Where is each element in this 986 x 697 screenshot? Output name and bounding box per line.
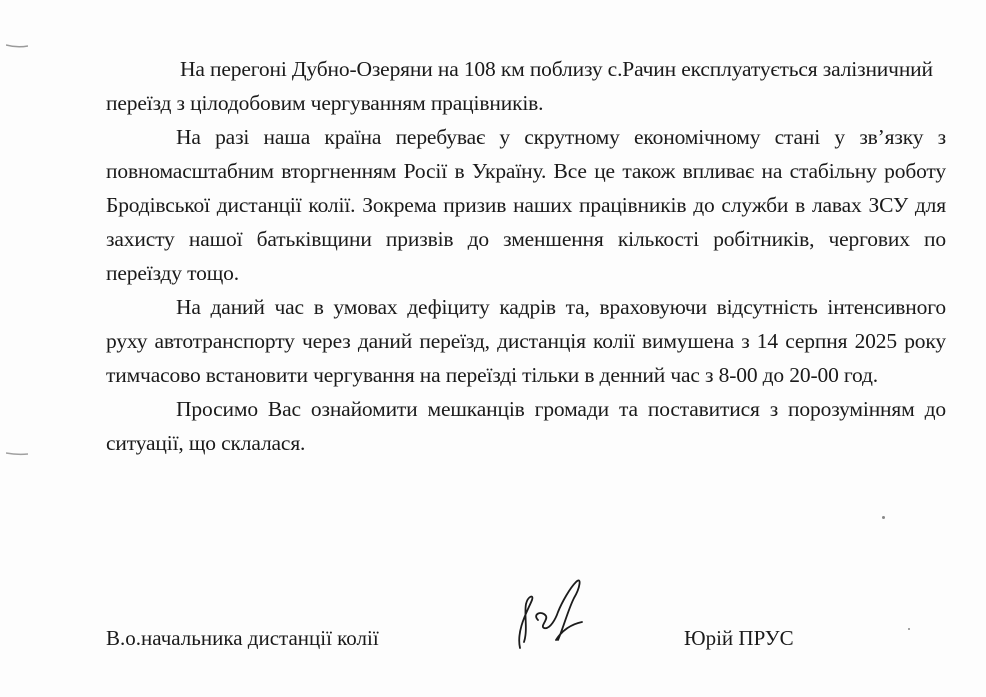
scan-speck bbox=[882, 516, 885, 519]
margin-fold-mark bbox=[6, 44, 28, 48]
paragraph-schedule-change: На даний час в умовах дефіциту кадрів та, враховуючи відсутність інтенсивного руху автотранспорту через даний переїзд, дистанція колії вимушена з 14 серпня 2025 року тимчасово встановити чергування на переїзді тільки в денний час з 8-00 до 20-00 год. bbox=[106, 295, 946, 387]
signature-block bbox=[106, 620, 846, 670]
paragraph-situation: На разі наша країна перебуває у скрутному економічному стані у зв’язку з повномасштабним вторгненням Росії в Україну. Все це також впливає на стабільну роботу Бродівської дистанції колії. Зокрема призив наших працівників до служби в лавах ЗСУ для захисту нашої батьківщини призвів до зменшення кількості робітників, чергових по переїзду тощо. bbox=[106, 125, 946, 285]
signatory-name: Юрій ПРУС bbox=[684, 626, 794, 650]
handwritten-signature bbox=[498, 570, 598, 660]
signatory-position: В.о.начальника дистанції колії bbox=[106, 626, 379, 650]
margin-fold-mark bbox=[6, 452, 28, 456]
scan-speck bbox=[908, 628, 910, 630]
letter-body bbox=[106, 52, 946, 460]
paragraph-request: Просимо Вас ознайомити мешканців громади та поставитися з порозумінням до ситуації, що склалася. bbox=[106, 397, 946, 455]
paragraph-crossing-info: На перегоні Дубно-Озеряни на 108 км поблизу с.Рачин експлуатується залізничний переїзд з цілодобовим чергуванням працівників. bbox=[106, 57, 933, 115]
